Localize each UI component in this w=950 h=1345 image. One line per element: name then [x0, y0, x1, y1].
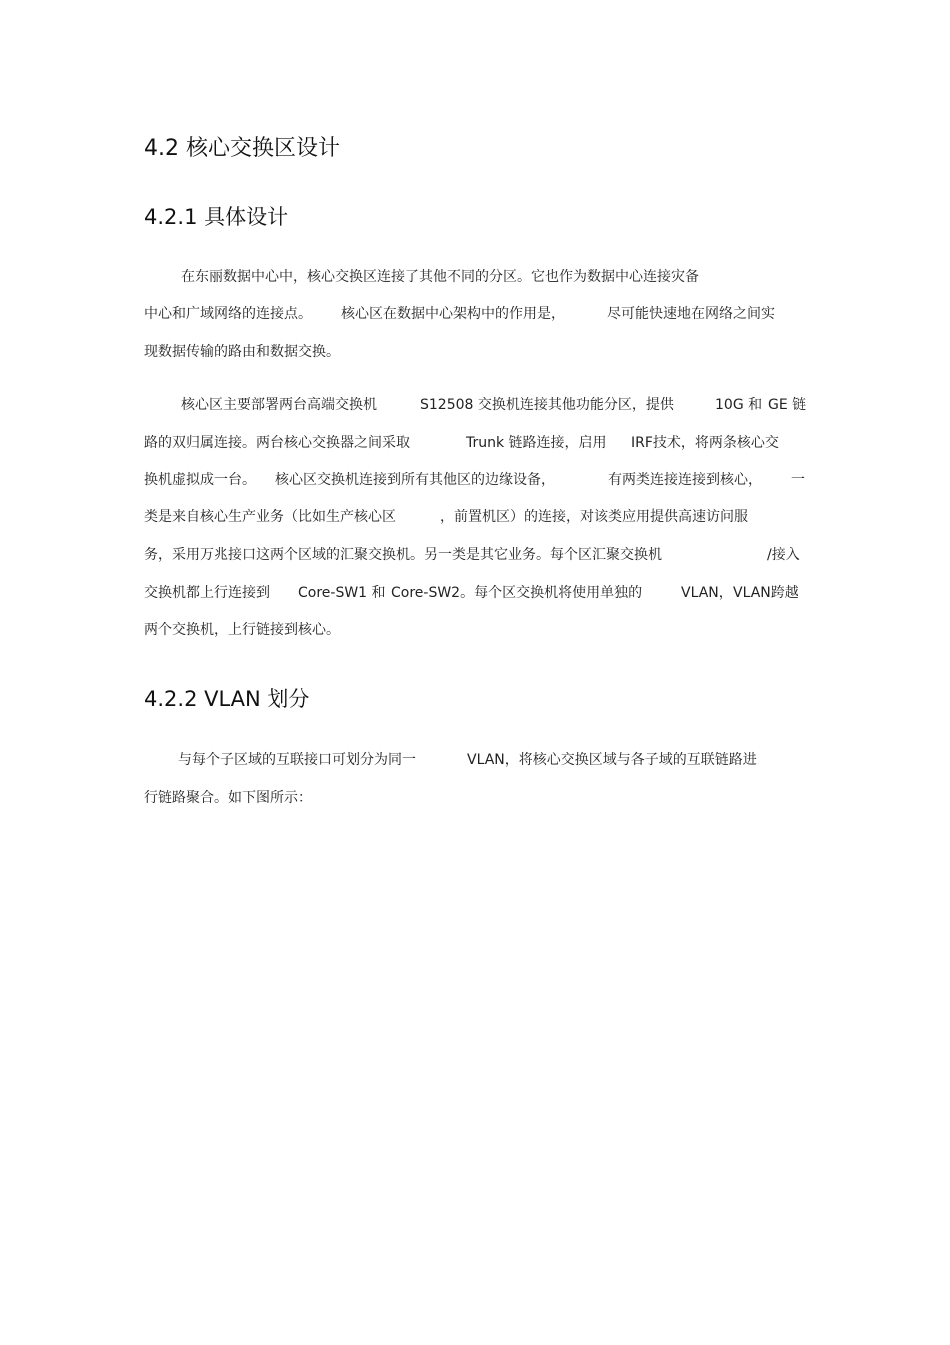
- subsection-heading-4-2-2: 4.2.2 VLAN 划分: [144, 687, 310, 711]
- text-segment: 中心和广域网络的连接点。: [144, 306, 312, 322]
- section-heading-4-2: 4.2 核心交换区设计: [144, 136, 340, 161]
- text-segment: 现数据传输的路由和数据交换。: [144, 344, 340, 360]
- text-segment: 尽可能快速地在网络之间实: [607, 306, 775, 322]
- text-segment: 一: [791, 472, 805, 488]
- text-segment: GE 链: [768, 397, 807, 413]
- text-segment: 核心区在数据中心架构中的作用是，: [341, 306, 565, 322]
- text-segment: 交换机都上行连接到: [144, 585, 270, 601]
- text-segment: 务，采用万兆接口这两个区域的汇聚交换机。另一类是其它业务。每个区汇聚交换机: [144, 547, 662, 563]
- text-segment: S12508 交换机连接其他功能分区，提供: [420, 397, 674, 413]
- text-segment: 类是来自核心生产业务（比如生产核心区: [144, 509, 396, 525]
- text-segment: VLAN跨越: [733, 585, 799, 601]
- text-segment: 换机虚拟成一台。: [144, 472, 256, 488]
- text-segment: /接入: [767, 547, 800, 563]
- subsection-heading-4-2-1: 4.2.1 具体设计: [144, 205, 289, 229]
- text-segment: 在东丽数据中心中，核心交换区连接了其他不同的分区。它也作为数据中心连接灾备: [181, 269, 699, 285]
- text-segment: VLAN，将核心交换区域与各子域的互联链路进: [467, 752, 757, 768]
- text-segment: 行链路聚合。如下图所示：: [144, 790, 312, 806]
- text-segment: Trunk 链路连接，启用: [466, 435, 607, 451]
- text-segment: 有两类连接连接到核心，: [608, 472, 762, 488]
- text-segment: Core-SW1 和: [298, 585, 386, 601]
- text-segment: Core-SW2。每个区交换机将使用单独的: [391, 585, 643, 601]
- text-segment: 核心区交换机连接到所有其他区的边缘设备，: [275, 472, 555, 488]
- text-segment: IRF技术，将两条核心交: [631, 435, 779, 451]
- text-segment: ，前置机区）的连接，对该类应用提供高速访问服: [440, 509, 748, 525]
- text-segment: 10G 和: [715, 397, 763, 413]
- text-segment: 两个交换机，上行链接到核心。: [144, 622, 340, 638]
- text-segment: VLAN，: [681, 585, 733, 601]
- text-segment: 路的双归属连接。两台核心交换器之间采取: [144, 435, 410, 451]
- text-segment: 核心区主要部署两台高端交换机: [181, 397, 377, 413]
- text-segment: 与每个子区域的互联接口可划分为同一: [178, 752, 416, 768]
